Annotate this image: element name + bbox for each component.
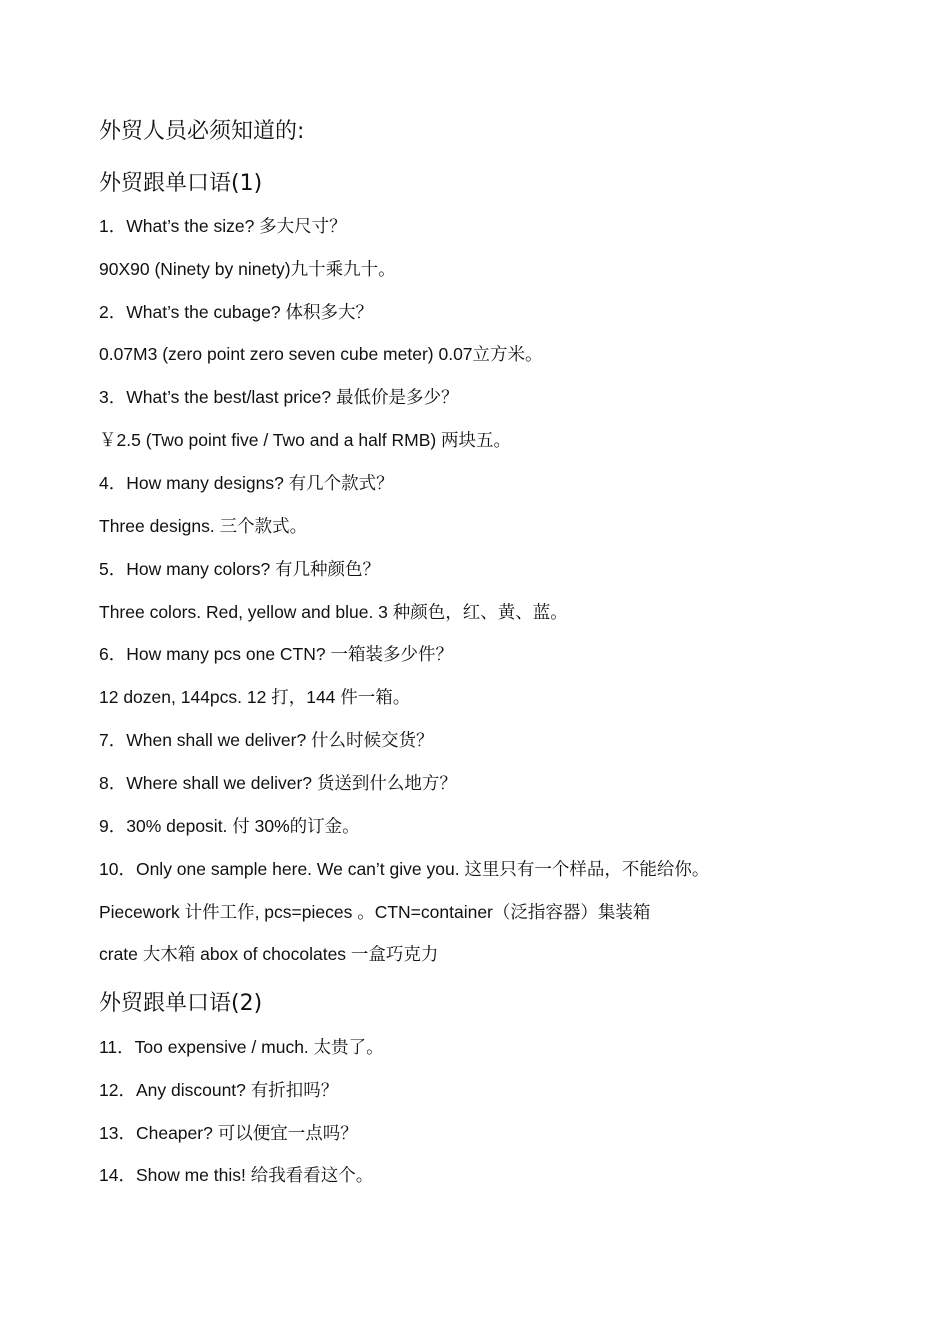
text-line: 12 dozen, 144pcs. 12 打，144 件一箱。 — [99, 687, 411, 707]
text-line: 8．Where shall we deliver? 货送到什么地方？ — [99, 773, 457, 793]
text-line: 14．Show me this! 给我看看这个。 — [99, 1165, 374, 1185]
text-line: 9．30% deposit. 付 30%的订金。 — [99, 816, 360, 836]
text-line: Three colors. Red, yellow and blue. 3 种颜色，红、黄、蓝。 — [99, 602, 568, 622]
text-line: 90X90 (Ninety by ninety)九十乘九十。 — [99, 259, 396, 279]
text-line: ￥2.5 (Two point five / Two and a half RMB) 两块五。 — [99, 430, 512, 450]
text-line: Piecework 计件工作, pcs=pieces 。CTN=container（泛指容器）集装箱 — [99, 902, 651, 922]
text-line: 12．Any discount? 有折扣吗？ — [99, 1080, 339, 1100]
text-line: 0.07M3 (zero point zero seven cube meter) 0.07立方米。 — [99, 344, 543, 364]
section-heading-1: 外贸跟单口语(1) — [99, 171, 263, 196]
text-line: crate 大木箱 abox of chocolates 一盒巧克力 — [99, 944, 439, 964]
text-line: 4．How many designs? 有几个款式？ — [99, 473, 394, 493]
text-line: 2．What’s the cubage? 体积多大？ — [99, 302, 373, 322]
text-line: 1．What’s the size? 多大尺寸？ — [99, 216, 347, 236]
document-title: 外贸人员必须知道的: — [99, 119, 305, 144]
text-line: 6．How many pcs one CTN? 一箱装多少件？ — [99, 644, 453, 664]
text-line: 10．Only one sample here. We can’t give you. 这里只有一个样品，不能给你。 — [99, 859, 710, 879]
text-line: 13．Cheaper? 可以便宜一点吗？ — [99, 1123, 358, 1143]
text-line: 7．When shall we deliver? 什么时候交货？ — [99, 730, 434, 750]
text-line: 5．How many colors? 有几种颜色？ — [99, 559, 381, 579]
text-line: 3．What’s the best/last price? 最低价是多少？ — [99, 387, 459, 407]
text-line: Three designs. 三个款式。 — [99, 516, 308, 536]
section-heading-2: 外贸跟单口语(2) — [99, 991, 263, 1016]
text-line: 11．Too expensive / much. 太贵了。 — [99, 1037, 384, 1057]
